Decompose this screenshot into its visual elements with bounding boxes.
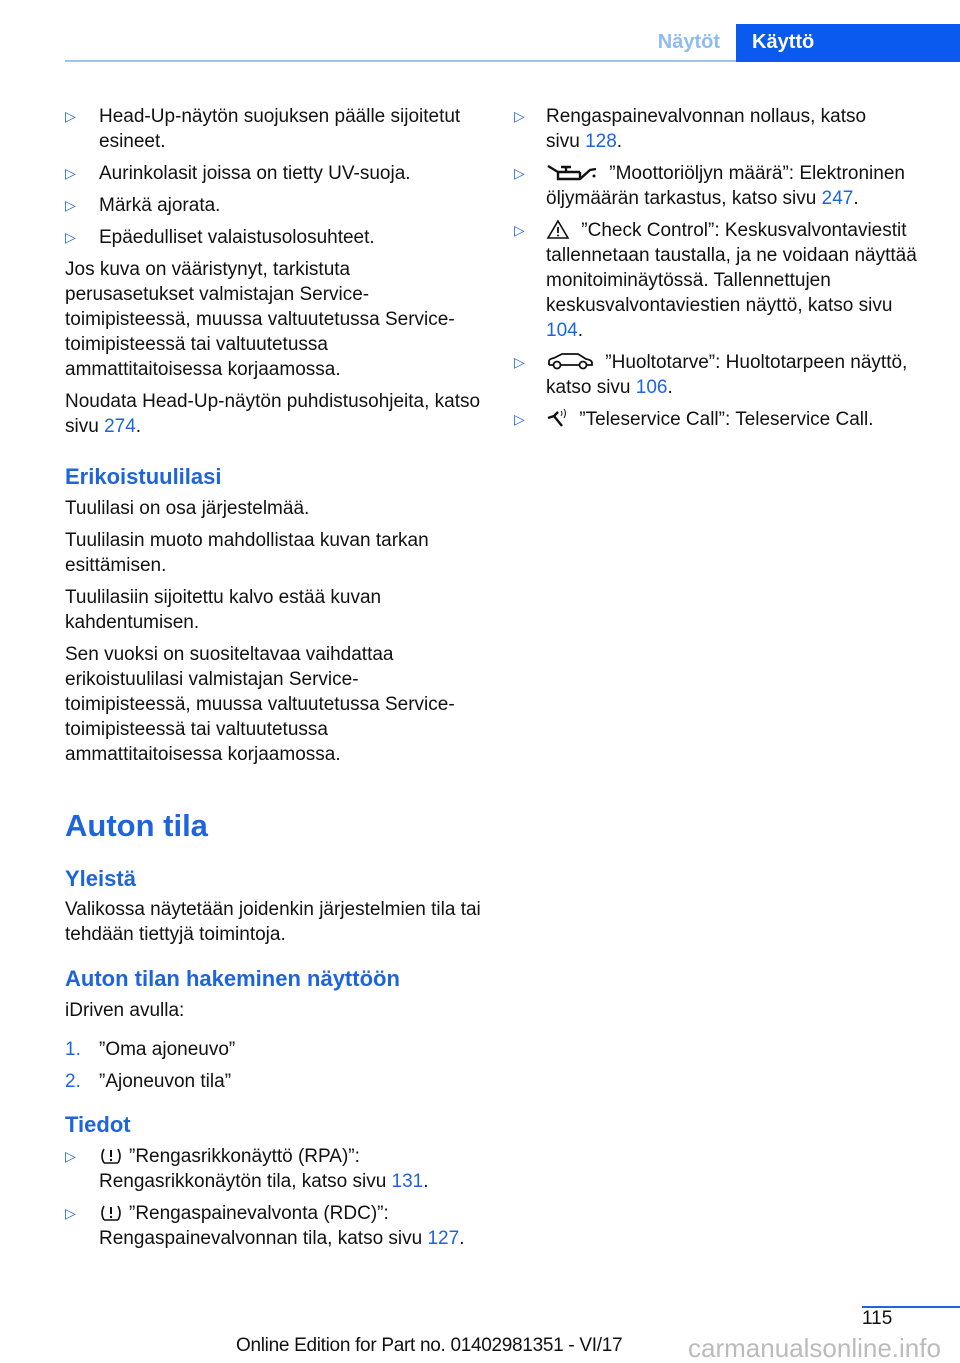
bullet-icon: ▷ (514, 165, 525, 181)
list-item-text: Rengaspainevalvonnan nollaus, katso sivu (546, 106, 867, 152)
list-item-text: Märkä ajorata. (99, 195, 221, 216)
paragraph: Sen vuoksi on suositeltavaa vaihdattaa erikoistuulilasi valmistajan Service-toimipisteessä, muussa valtuutetussa Service-toimipisteessä tai valtuutetussa ammattitaitoisessa korjaamossa. (65, 644, 455, 765)
list-item (65, 1144, 483, 1194)
list-item (514, 218, 934, 343)
page-link[interactable]: 104 (546, 320, 578, 341)
list-item-text: Aurinkolasit joissa on tietty UV-suoja. (99, 163, 411, 184)
page-number: 115 (862, 1308, 893, 1329)
list-item (514, 407, 934, 432)
edition-footer: Online Edition for Part no. 01402981351 - VI/17 (236, 1335, 623, 1356)
oil-can-icon (546, 162, 598, 182)
paragraph: iDriven avulla: (65, 1000, 185, 1021)
list-item-text: ”Teleservice Call”: Teleservice Call. (574, 409, 874, 430)
list-item-text: Head-Up-näytön suojuksen päälle sijoitetut esineet. (99, 106, 461, 152)
car-service-icon (546, 351, 594, 371)
bullet-icon: ▷ (65, 229, 76, 245)
step-number: 1. (65, 1039, 81, 1060)
list-item (514, 350, 934, 400)
section-heading: Erikoistuulilasi (65, 464, 222, 489)
teleservice-icon (546, 408, 568, 428)
list-item-text: ”Huoltotarve”: Huoltotarpeen näyttö, katso sivu (546, 352, 908, 398)
paragraph-text: Noudata Head-Up-näytön puhdistusohjeita, katso sivu (65, 391, 481, 437)
list-item-text: ”Check Control”: Keskusvalvontaviestit tallennetaan taustalla, ja ne voidaan näyttää monitoiminäytössä. Tallennettujen keskusvalvontaviestien näyttö, katso sivu (546, 220, 917, 316)
page-link[interactable]: 274 (104, 416, 136, 437)
paragraph: Tuulilasi on osa järjestelmää. (65, 498, 310, 519)
bullet-icon: ▷ (514, 222, 525, 238)
bullet-icon: ▷ (65, 108, 76, 124)
page-link[interactable]: 131 (391, 1171, 424, 1192)
right-column (514, 104, 934, 439)
bullet-icon: ▷ (514, 108, 525, 124)
punct: . (616, 131, 623, 152)
step-item (65, 1069, 483, 1094)
list-item (65, 193, 483, 218)
step-number: 2. (65, 1071, 81, 1092)
section-heading: Tiedot (65, 1112, 131, 1137)
tire-warning-icon (99, 1147, 123, 1165)
list-item (65, 104, 483, 154)
step-text: ”Ajoneuvon tila” (99, 1071, 232, 1092)
bullet-icon: ▷ (65, 197, 76, 213)
paragraph: Valikossa näytetään joidenkin järjestelmien tila tai tehdään tiettyjä toimintoja. (65, 899, 481, 945)
list-item-text: ”Rengasrikkonäyttö (RPA)”: Rengasrikkonäytön tila, katso sivu (99, 1146, 392, 1192)
list-item (65, 1201, 483, 1251)
punct: . (853, 188, 859, 209)
paragraph (65, 389, 483, 439)
tire-warning-icon (99, 1204, 123, 1222)
tab-naytot[interactable]: Näytöt (657, 31, 720, 53)
punct: . (667, 377, 673, 398)
bullet-icon: ▷ (514, 411, 525, 427)
page-link[interactable]: 127 (427, 1228, 460, 1249)
bullet-icon: ▷ (514, 354, 525, 370)
section-heading: Yleistä (65, 866, 136, 891)
list-item-text: Epäedulliset valaistusolosuhteet. (99, 227, 375, 248)
list-item (65, 161, 483, 186)
punct: . (577, 320, 583, 341)
list-item (65, 225, 483, 250)
list-item (514, 104, 934, 154)
list-item-text: ”Rengaspainevalvonta (RDC)”: Rengaspainevalvonnan tila, katso sivu (99, 1203, 428, 1249)
tab-kaytto[interactable]: Käyttö (736, 24, 960, 62)
page-link[interactable]: 247 (821, 188, 854, 209)
bullet-icon: ▷ (65, 165, 76, 181)
punct: . (459, 1228, 465, 1249)
section-heading: Auton tilan hakeminen näyttöön (65, 966, 400, 991)
step-text: ”Oma ajoneuvo” (99, 1039, 236, 1060)
punct: . (423, 1171, 429, 1192)
punct: . (135, 416, 142, 437)
bullet-icon: ▷ (65, 1148, 76, 1164)
bullet-icon: ▷ (65, 1205, 76, 1221)
chapter-title: Auton tila (65, 808, 208, 843)
left-column (65, 104, 483, 1258)
paragraph: Tuulilasiin sijoitettu kalvo estää kuvan kahdentumisen. (65, 587, 382, 633)
list-item-text: ”Moottoriöljyn määrä”: Elektroninen öljymäärän tarkastus, katso sivu (546, 163, 905, 209)
list-item (514, 161, 934, 211)
watermark: carmanualsonline.info (688, 1333, 941, 1363)
paragraph: Tuulilasin muoto mahdollistaa kuvan tarkan esittämisen. (65, 530, 429, 576)
page-link[interactable]: 106 (635, 377, 668, 398)
page-link[interactable]: 128 (585, 131, 617, 152)
step-item (65, 1037, 483, 1062)
paragraph: Jos kuva on vääristynyt, tarkistuta perusasetukset valmistajan Service-toimipisteessä, muussa valtuutetussa Service-toimipisteessä tai valtuutetussa ammattitaitoisessa korjaamossa. (65, 259, 455, 380)
warning-triangle-icon (546, 219, 570, 239)
